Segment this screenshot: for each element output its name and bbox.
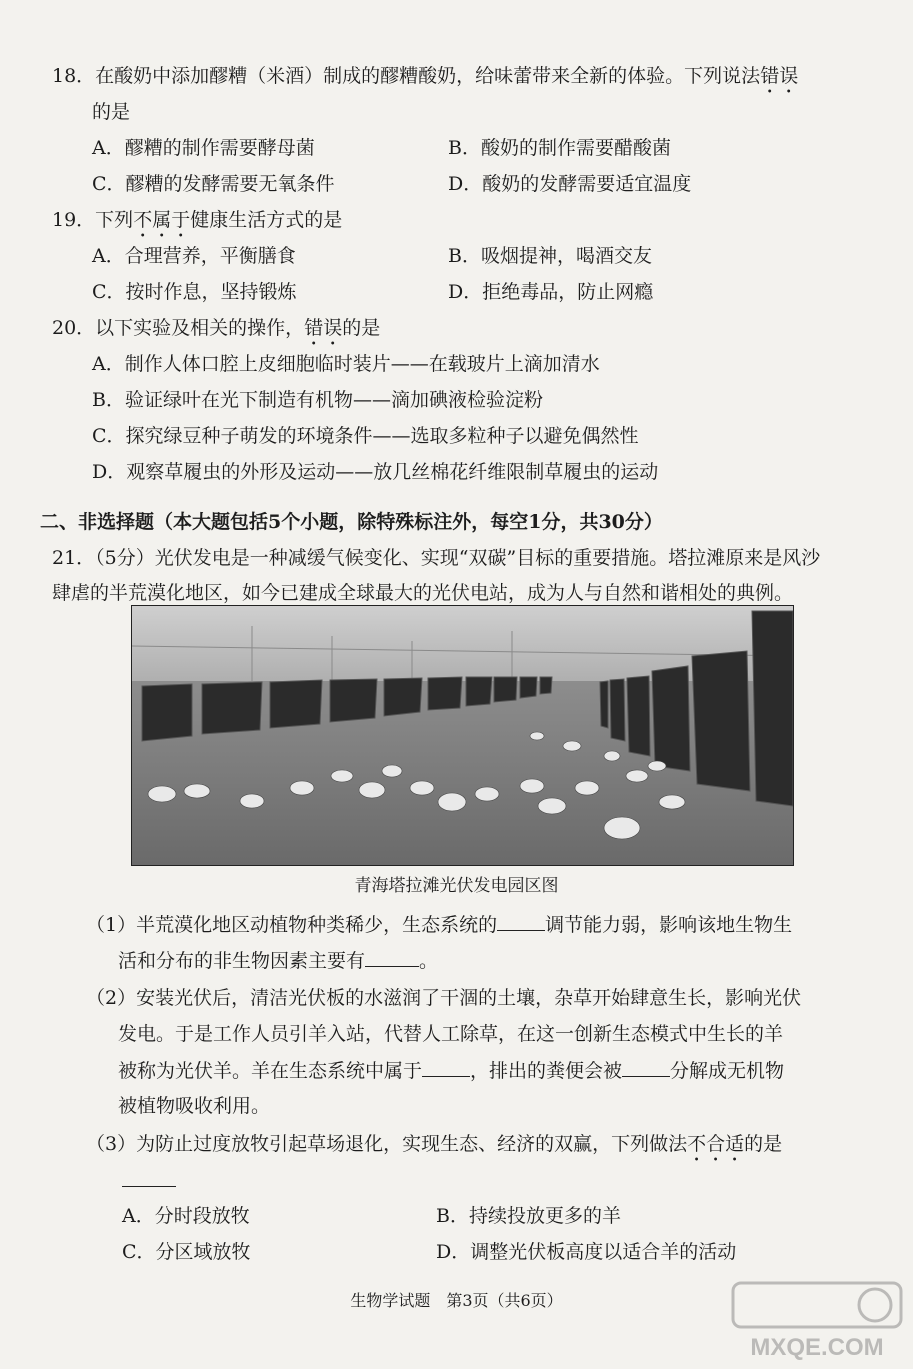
q21-part2-line3 bbox=[118, 1058, 784, 1083]
q20-option-c: C．探究绿豆种子萌发的环境条件——选取多粒种子以避免偶然性 bbox=[92, 425, 639, 447]
q19-option-d: D．拒绝毒品，防止网瘾 bbox=[448, 281, 654, 303]
q20-stem bbox=[52, 316, 380, 350]
q21-part1-text-c: 活和分布的非生物因素主要有 bbox=[118, 950, 366, 972]
q21-option-c: C．分区域放牧 bbox=[122, 1241, 251, 1263]
answer-blank[interactable] bbox=[622, 1058, 670, 1077]
q19-stem-post: 健康生活方式的是 bbox=[190, 209, 343, 231]
q21-option-d: D．调整光伏板高度以适合羊的活动 bbox=[436, 1241, 737, 1263]
photo-caption: 青海塔拉滩光伏发电园区图 bbox=[354, 876, 559, 896]
q21-part3-emphasis: 不合适 bbox=[687, 1133, 745, 1155]
q21-part3-text-a: （3）为防止过度放牧引起草场退化，实现生态、经济的双赢，下列做法 bbox=[86, 1133, 688, 1155]
section-heading: 二、非选择题（本大题包括5个小题，除特殊标注外，每空1分，共30分） bbox=[40, 511, 663, 533]
watermark-logo bbox=[727, 1279, 907, 1365]
q21-intro-line1: 21．（5分）光伏发电是一种减缓气候变化、实现“双碳”目标的重要措施。塔拉滩原来是风沙 bbox=[52, 547, 821, 569]
q21-part3-blank-line bbox=[122, 1168, 176, 1193]
solar-farm-photo bbox=[131, 605, 794, 866]
q21-part1-line2 bbox=[118, 948, 438, 973]
q20-option-a: A．制作人体口腔上皮细胞临时装片——在载玻片上滴加清水 bbox=[92, 353, 600, 375]
answer-blank[interactable] bbox=[122, 1168, 176, 1187]
answer-blank[interactable] bbox=[365, 948, 419, 967]
q21-option-b: B．持续投放更多的羊 bbox=[436, 1205, 621, 1227]
q19-stem bbox=[52, 208, 342, 242]
q21-part1-line1 bbox=[86, 912, 792, 937]
q19-option-a: A．合理营养，平衡膳食 bbox=[92, 245, 296, 267]
q18-option-c: C．醪糟的发酵需要无氧条件 bbox=[92, 173, 335, 195]
q21-intro-line2: 肆虐的半荒漠化地区，如今已建成全球最大的光伏电站，成为人与自然和谐相处的典例。 bbox=[52, 582, 794, 604]
q21-part1-text-a: （1）半荒漠化地区动植物种类稀少，生态系统的 bbox=[86, 914, 498, 936]
q18-stem-line1 bbox=[52, 64, 798, 98]
answer-blank[interactable] bbox=[497, 912, 545, 931]
q18-stem-line2: 的是 bbox=[92, 101, 131, 123]
q18-option-d: D．酸奶的发酵需要适宜温度 bbox=[448, 173, 692, 195]
q18-emphasis: 错误 bbox=[760, 65, 799, 87]
q21-part2-text-e: 分解成无机物 bbox=[670, 1060, 785, 1082]
q21-part2-text-c: 被称为光伏羊。羊在生态系统中属于 bbox=[118, 1060, 423, 1082]
q20-option-d: D．观察草履虫的外形及运动——放几丝棉花纤维限制草履虫的运动 bbox=[92, 461, 659, 483]
q20-emphasis: 错误 bbox=[304, 317, 343, 339]
q19-stem-pre: 19．下列 bbox=[52, 209, 134, 231]
q21-part3-text-b: 的是 bbox=[744, 1133, 783, 1155]
page-footer: 生物学试题 第3页（共6页） bbox=[350, 1291, 563, 1310]
answer-blank[interactable] bbox=[422, 1058, 470, 1077]
q20-option-b: B．验证绿叶在光下制造有机物——滴加碘液检验淀粉 bbox=[92, 389, 543, 411]
q21-part3-line1 bbox=[86, 1132, 782, 1166]
q21-part2-line1: （2）安装光伏后，清洁光伏板的水滋润了干涸的土壤，杂草开始肆意生长，影响光伏 bbox=[86, 987, 802, 1009]
q19-emphasis: 不属于 bbox=[133, 209, 191, 231]
q21-part1-text-d: 。 bbox=[419, 950, 439, 972]
q19-option-c: C．按时作息，坚持锻炼 bbox=[92, 281, 297, 303]
q21-part2-line2: 发电。于是工作人员引羊入站，代替人工除草，在这一创新生态模式中生长的羊 bbox=[118, 1023, 784, 1045]
q21-option-a: A．分时段放牧 bbox=[122, 1205, 250, 1227]
q21-part2-text-d: ，排出的粪便会被 bbox=[470, 1060, 623, 1082]
q20-stem-pre: 20．以下实验及相关的操作， bbox=[52, 317, 305, 339]
q21-part2-line4: 被植物吸收利用。 bbox=[118, 1095, 271, 1117]
q21-part1-text-b: 调节能力弱，影响该地生物生 bbox=[545, 914, 793, 936]
q19-option-b: B．吸烟提神，喝酒交友 bbox=[448, 245, 652, 267]
q20-stem-post: 的是 bbox=[342, 317, 381, 339]
q18-option-b: B．酸奶的制作需要醋酸菌 bbox=[448, 137, 671, 159]
q18-option-a: A．醪糟的制作需要酵母菌 bbox=[92, 137, 315, 159]
watermark-text: MXQE.COM bbox=[750, 1334, 884, 1361]
q18-stem-text: 18．在酸奶中添加醪糟（米酒）制成的醪糟酸奶，给味蕾带来全新的体验。下列说法 bbox=[52, 65, 761, 87]
